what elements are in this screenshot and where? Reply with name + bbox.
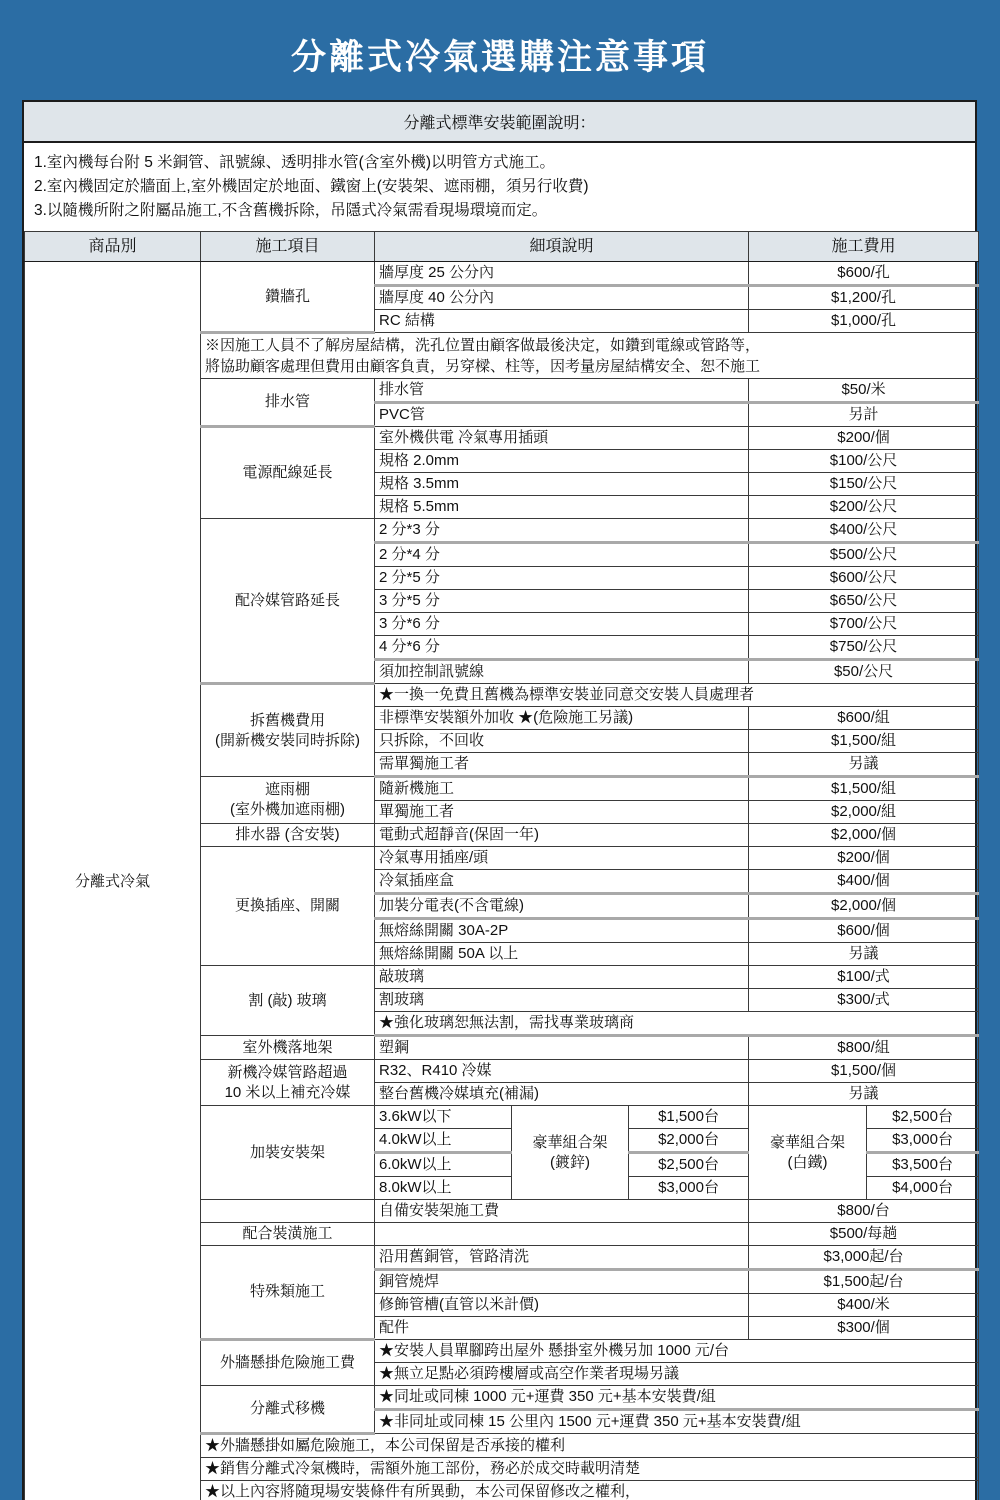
table-header-row	[25, 232, 979, 262]
fee-cell: $500/公尺	[749, 543, 979, 567]
white-rack-material: (白鐵)	[787, 1153, 828, 1171]
fee-cell: $800/台	[749, 1200, 979, 1223]
group-decoration-work: 配合裝潢施工	[201, 1223, 375, 1246]
detail-cell: 規格 2.0mm	[375, 450, 749, 473]
group-outlet-switch: 更換插座、開關	[201, 847, 375, 966]
fee-cell: $50/公尺	[749, 660, 979, 684]
detail-cell: 隨新機施工	[375, 777, 749, 801]
detail-cell: 加裝分電表(不含電線)	[375, 894, 749, 919]
detail-cell: 單獨施工者	[375, 801, 749, 824]
detail-cell: 排水管	[375, 379, 749, 403]
fee-cell: 另議	[749, 753, 979, 777]
fee-cell: $200/個	[749, 847, 979, 870]
zinc-fee-cell: $1,500台	[629, 1106, 749, 1129]
zinc-fee-cell: $2,500台	[629, 1153, 749, 1177]
zinc-rack-material: (鍍鋅)	[550, 1153, 590, 1171]
col-header-product: 商品別	[25, 232, 201, 262]
fee-cell: $600/個	[749, 919, 979, 943]
group-remove-label: 拆舊機費用	[249, 711, 325, 729]
col-header-fee: 施工費用	[749, 232, 979, 262]
detail-cell: 2 分*3 分	[375, 519, 749, 543]
detail-cell: 非標準安裝額外加收 ★(危險施工另議)	[375, 707, 749, 730]
group-refrigerant-refill	[201, 1060, 375, 1106]
zinc-fee-cell: $2,000台	[629, 1129, 749, 1153]
fee-cell: $2,000/個	[749, 824, 979, 847]
install-notes	[24, 143, 975, 231]
group-drill: 鑽牆孔	[201, 262, 375, 333]
group-refrigerant-pipe: 配冷媒管路延長	[201, 519, 375, 684]
detail-cell: 塑鋼	[375, 1036, 749, 1060]
detail-cell: 整台舊機冷媒填充(補漏)	[375, 1083, 749, 1106]
fee-cell: $400/個	[749, 870, 979, 894]
detail-cell: 2 分*4 分	[375, 543, 749, 567]
zinc-fee-cell: $3,000台	[629, 1177, 749, 1200]
col-header-detail: 細項說明	[375, 232, 749, 262]
drill-note-line2: 將協助顧客處理但費用由顧客負責，另穿樑、柱等，因考量房屋結構安全、恕不施工	[205, 358, 761, 375]
detail-cell: 銅管燒焊	[375, 1270, 749, 1294]
note-line-2: 2.室內機固定於牆面上,室外機固定於地面、鐵窗上(安裝架、遮雨棚，須另行收費)	[34, 178, 589, 195]
detail-cell: 冷氣專用插座/頭	[375, 847, 749, 870]
fee-cell: $500/每趟	[749, 1223, 979, 1246]
group-canopy-sublabel: (室外機加遮雨棚)	[230, 801, 345, 818]
footnote-cell: ★銷售分離式冷氣機時，需額外施工部份，務必於成交時載明清楚	[201, 1458, 979, 1481]
detail-cell: 須加控制訊號線	[375, 660, 749, 684]
white-rack-name: 豪華組合架	[770, 1133, 846, 1151]
fee-cell: $600/孔	[749, 262, 979, 286]
fee-cell: $150/公尺	[749, 473, 979, 496]
detail-cell: ★安裝人員單腳跨出屋外 懸掛室外機另加 1000 元/台	[375, 1340, 979, 1363]
group-mounting-rack: 加裝安裝架	[201, 1106, 375, 1200]
fee-cell: $1,500/組	[749, 777, 979, 801]
fee-cell: $2,000/組	[749, 801, 979, 824]
group-refill-line2: 10 米以上補充冷媒	[224, 1083, 351, 1101]
detail-cell: R32、R410 冷媒	[375, 1060, 749, 1083]
detail-cell: 修飾管槽(直管以米計價)	[375, 1294, 749, 1317]
zinc-rack-name: 豪華組合架	[532, 1133, 608, 1151]
fee-cell: $600/公尺	[749, 567, 979, 590]
group-floor-stand: 室外機落地架	[201, 1036, 375, 1060]
detail-cell: 規格 3.5mm	[375, 473, 749, 496]
detail-cell: 需單獨施工者	[375, 753, 749, 777]
detail-cell: ★無立足點必須跨樓層或高空作業者現場另議	[375, 1363, 979, 1386]
detail-cell: PVC管	[375, 403, 749, 427]
note-line-3: 3.以隨機所附之附屬品施工,不含舊機拆除，吊隱式冷氣需看現場環境而定。	[34, 202, 548, 219]
mount-spec-cell: 6.0kW以上	[375, 1153, 512, 1177]
fee-cell: $700/公尺	[749, 613, 979, 636]
fee-cell: $50/米	[749, 379, 979, 403]
group-glass-cutting: 割 (敲) 玻璃	[201, 966, 375, 1036]
detail-cell: 牆厚度 40 公分內	[375, 286, 749, 310]
detail-cell: 無熔絲開關 30A-2P	[375, 919, 749, 943]
group-rain-canopy	[201, 777, 375, 824]
fee-cell: $650/公尺	[749, 590, 979, 613]
page-title: 分離式冷氣選購注意事項	[290, 38, 709, 77]
mount-spec-cell: 8.0kW以上	[375, 1177, 512, 1200]
detail-cell: 3 分*6 分	[375, 613, 749, 636]
group-remove-sublabel: (開新機安裝同時拆除)	[215, 731, 360, 749]
fee-cell: $200/公尺	[749, 496, 979, 519]
detail-cell: 3 分*5 分	[375, 590, 749, 613]
fee-cell: $100/公尺	[749, 450, 979, 473]
fee-cell: $1,500起/台	[749, 1270, 979, 1294]
white-fee-cell: $2,500台	[867, 1106, 979, 1129]
col-header-item: 施工項目	[201, 232, 375, 262]
fee-cell: $2,000/個	[749, 894, 979, 919]
group-power-extension: 電源配線延長	[201, 427, 375, 519]
install-scope-heading: 分離式標準安裝範圍說明：	[24, 102, 975, 143]
white-fee-cell: $3,500台	[867, 1153, 979, 1177]
fee-cell: $1,500/個	[749, 1060, 979, 1083]
fee-cell: 另議	[749, 943, 979, 966]
group-split-relocation: 分離式移機	[201, 1386, 375, 1434]
detail-cell: ★同址或同棟 1000 元+運費 350 元+基本安裝費/組	[375, 1386, 979, 1410]
drill-note-cell	[201, 333, 979, 379]
fee-cell: $400/公尺	[749, 519, 979, 543]
product-cell: 分離式冷氣	[25, 262, 201, 1500]
footnote-cell: ★外牆懸掛如屬危險施工，本公司保留是否承接的權利	[201, 1434, 979, 1458]
detail-cell: ★強化玻璃恕無法割，需找專業玻璃商	[375, 1012, 979, 1036]
fee-cell: $1,500/組	[749, 730, 979, 753]
table-row	[25, 262, 979, 286]
fee-cell: $200/個	[749, 427, 979, 450]
fee-cell: $3,000起/台	[749, 1246, 979, 1270]
detail-cell: 電動式超靜音(保固一年)	[375, 824, 749, 847]
detail-cell: ★非同址或同棟 15 公里內 1500 元+運費 350 元+基本安裝費/組	[375, 1410, 979, 1434]
group-remove-old-unit	[201, 684, 375, 777]
group-exterior-wall-risk-fee: 外牆懸掛危險施工費	[201, 1340, 375, 1386]
detail-cell: 無熔絲開關 50A 以上	[375, 943, 749, 966]
detail-cell	[375, 1223, 749, 1246]
group-refill-line1: 新機冷媒管路超過	[227, 1063, 348, 1081]
white-fee-cell: $4,000台	[867, 1177, 979, 1200]
group-special-work: 特殊類施工	[201, 1246, 375, 1340]
fee-cell: $800/組	[749, 1036, 979, 1060]
fee-cell: 另計	[749, 403, 979, 427]
white-fee-cell: $3,000台	[867, 1129, 979, 1153]
price-table	[24, 231, 979, 1500]
mount-spec-cell: 3.6kW以下	[375, 1106, 512, 1129]
group-canopy-label: 遮雨棚	[264, 781, 310, 798]
fee-cell: $1,200/孔	[749, 286, 979, 310]
fee-cell: $600/組	[749, 707, 979, 730]
detail-cell: 牆厚度 25 公分內	[375, 262, 749, 286]
content-box	[22, 100, 977, 1500]
detail-cell: 只拆除，不回收	[375, 730, 749, 753]
fee-cell: $100/式	[749, 966, 979, 989]
fee-cell: $750/公尺	[749, 636, 979, 660]
detail-cell: 室外機供電 冷氣專用插頭	[375, 427, 749, 450]
fee-cell: $300/個	[749, 1317, 979, 1340]
detail-cell: 配件	[375, 1317, 749, 1340]
detail-cell: 敲玻璃	[375, 966, 749, 989]
detail-cell: ★一換一免費且舊機為標準安裝並同意交安裝人員處理者	[375, 684, 979, 707]
footnote-cell: ★以上內容將隨現場安裝條件有所異動，本公司保留修改之權利，	[201, 1481, 979, 1500]
note-line-1: 1.室內機每台附 5 米銅管、訊號線、透明排水管(含室外機)以明管方式施工。	[34, 154, 555, 171]
group-empty-cell	[201, 1200, 375, 1223]
detail-cell: 沿用舊銅管，管路清洗	[375, 1246, 749, 1270]
fee-cell: $400/米	[749, 1294, 979, 1317]
fee-cell: 另議	[749, 1083, 979, 1106]
mount-white-iron-rack-label	[749, 1106, 867, 1200]
detail-cell: 自備安裝架施工費	[375, 1200, 749, 1223]
detail-cell: 割玻璃	[375, 989, 749, 1012]
fee-cell: $300/式	[749, 989, 979, 1012]
drill-note-line1: ※因施工人員不了解房屋結構，洗孔位置由顧客做最後決定，如鑽到電線或管路等，	[205, 337, 761, 354]
fee-cell: $1,000/孔	[749, 310, 979, 333]
detail-cell: 規格 5.5mm	[375, 496, 749, 519]
detail-cell: 2 分*5 分	[375, 567, 749, 590]
detail-cell: RC 結構	[375, 310, 749, 333]
detail-cell: 冷氣插座盒	[375, 870, 749, 894]
group-drainer: 排水器 (含安裝)	[201, 824, 375, 847]
detail-cell: 4 分*6 分	[375, 636, 749, 660]
group-drain-pipe: 排水管	[201, 379, 375, 427]
mount-spec-cell: 4.0kW以上	[375, 1129, 512, 1153]
mount-zinc-rack-label	[512, 1106, 629, 1200]
